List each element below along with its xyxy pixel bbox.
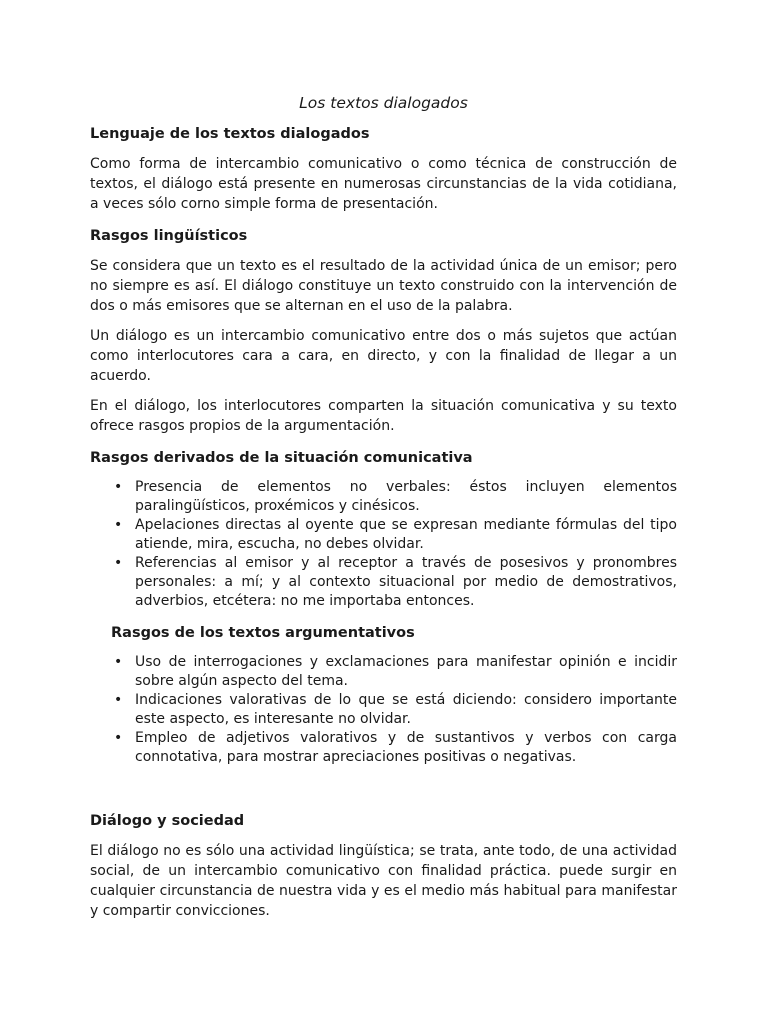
- bullet-list: [90, 653, 677, 767]
- section-heading-lenguaje: Lenguaje de los textos dialogados: [90, 126, 370, 142]
- paragraph: El diálogo no es sólo una actividad lingüística; se trata, ante todo, de una actividad social, de un intercambio comunicativo con finalidad práctica. puede surgir en cualquier circunstancia de nuestra vida y es el medio más habitual para manifestar y compartir convicciones.: [90, 843, 677, 919]
- section-heading-situacion-comunicativa: Rasgos derivados de la situación comunicativa: [90, 450, 473, 466]
- list-item: • Indicaciones valorativas de lo que se está diciendo: considero importante este aspecto, es interesante no olvidar.: [135, 691, 677, 729]
- list-item: • Apelaciones directas al oyente que se expresan mediante fórmulas del tipo atiende, mira, escucha, no debes olvidar.: [135, 516, 677, 554]
- section-heading-rasgos-linguisticos: Rasgos lingüísticos: [90, 228, 248, 244]
- paragraph: En el diálogo, los interlocutores comparten la situación comunicativa y su texto ofrece rasgos propios de la argumentación.: [90, 398, 677, 434]
- document-title: Los textos dialogados: [299, 94, 468, 112]
- list-item: • Empleo de adjetivos valorativos y de sustantivos y verbos con carga connotativa, para mostrar apreciaciones positivas o negativas.: [135, 729, 677, 767]
- list-item: • Uso de interrogaciones y exclamaciones para manifestar opinión e incidir sobre algún aspecto del tema.: [135, 653, 677, 691]
- section-heading-dialogo-sociedad: Diálogo y sociedad: [90, 813, 245, 829]
- paragraph: Se considera que un texto es el resultado de la actividad única de un emisor; pero no siempre es así. El diálogo constituye un texto construido con la intervención de dos o más emisores que se alternan en el uso de la palabra.: [90, 258, 677, 314]
- list-item: • Presencia de elementos no verbales: éstos incluyen elementos paralingüísticos, proxémicos y cinésicos.: [135, 478, 677, 516]
- bullet-list: [90, 478, 677, 611]
- paragraph: Como forma de intercambio comunicativo o como técnica de construcción de textos, el diálogo está presente en numerosas circunstancias de la vida cotidiana, a veces sólo corno simple forma de presentación.: [90, 156, 677, 212]
- section-heading-textos-argumentativos: Rasgos de los textos argumentativos: [111, 625, 415, 641]
- list-item: • Referencias al emisor y al receptor a través de posesivos y pronombres personales: a mí; y al contexto situacional por medio de demostrativos, adverbios, etcétera: no me importaba entonces.: [135, 554, 677, 611]
- paragraph: Un diálogo es un intercambio comunicativo entre dos o más sujetos que actúan como interlocutores cara a cara, en directo, y con la finalidad de llegar a un acuerdo.: [90, 328, 677, 384]
